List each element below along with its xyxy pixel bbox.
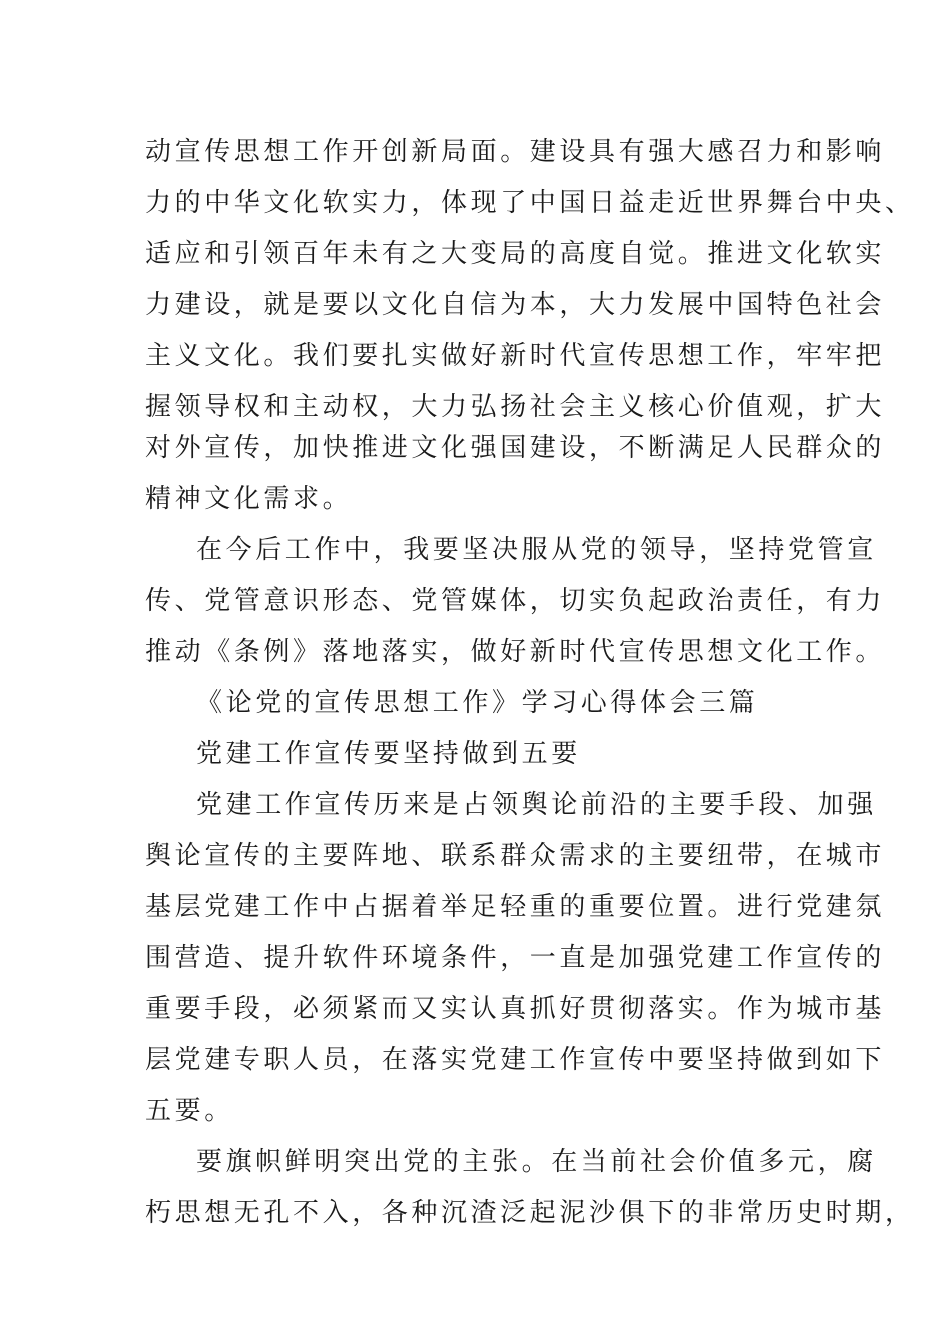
body-text-line: 围营造、提升软件环境条件，一直是加强党建工作宣传的 xyxy=(145,943,886,973)
body-text-line: 对外宣传，加快推进文化强国建设，不断满足人民群众的 xyxy=(145,433,886,463)
article-subtitle: 党建工作宣传要坚持做到五要 xyxy=(196,739,581,769)
body-text-line: 要旗帜鲜明突出党的主张。在当前社会价值多元，腐 xyxy=(196,1147,877,1177)
section-title: 《论党的宣传思想工作》学习心得体会三篇 xyxy=(196,688,759,718)
body-text-line: 传、党管意识形态、党管媒体，切实负起政治责任，有力 xyxy=(145,586,886,616)
body-text-line: 主义文化。我们要扎实做好新时代宣传思想工作，牢牢把 xyxy=(145,341,886,371)
body-text-line: 五要。 xyxy=(145,1096,234,1126)
body-text-line: 层党建专职人员，在落实党建工作宣传中要坚持做到如下 xyxy=(145,1045,886,1075)
body-text-line: 舆论宣传的主要阵地、联系群众需求的主要纽带，在城市 xyxy=(145,841,886,871)
body-text-line: 精神文化需求。 xyxy=(145,484,353,514)
body-text-line: 握领导权和主动权，大力弘扬社会主义核心价值观，扩大 xyxy=(145,392,886,422)
body-text-line: 推动《条例》落地落实，做好新时代宣传思想文化工作。 xyxy=(145,637,886,667)
body-text-line: 力建设，就是要以文化自信为本，大力发展中国特色社会 xyxy=(145,290,886,320)
body-text-line: 动宣传思想工作开创新局面。建设具有强大感召力和影响 xyxy=(145,137,886,167)
body-text-line: 适应和引领百年未有之大变局的高度自觉。推进文化软实 xyxy=(145,239,886,269)
body-text-line: 党建工作宣传历来是占领舆论前沿的主要手段、加强 xyxy=(196,790,877,820)
body-text-line: 在今后工作中，我要坚决服从党的领导，坚持党管宣 xyxy=(196,535,877,565)
body-text-line: 重要手段，必须紧而又实认真抓好贯彻落实。作为城市基 xyxy=(145,994,886,1024)
body-text-line: 基层党建工作中占据着举足轻重的重要位置。进行党建氛 xyxy=(145,892,886,922)
body-text-line: 力的中华文化软实力，体现了中国日益走近世界舞台中央、 xyxy=(145,188,915,218)
body-text-line: 朽思想无孔不入，各种沉渣泛起泥沙俱下的非常历史时期， xyxy=(145,1198,915,1228)
